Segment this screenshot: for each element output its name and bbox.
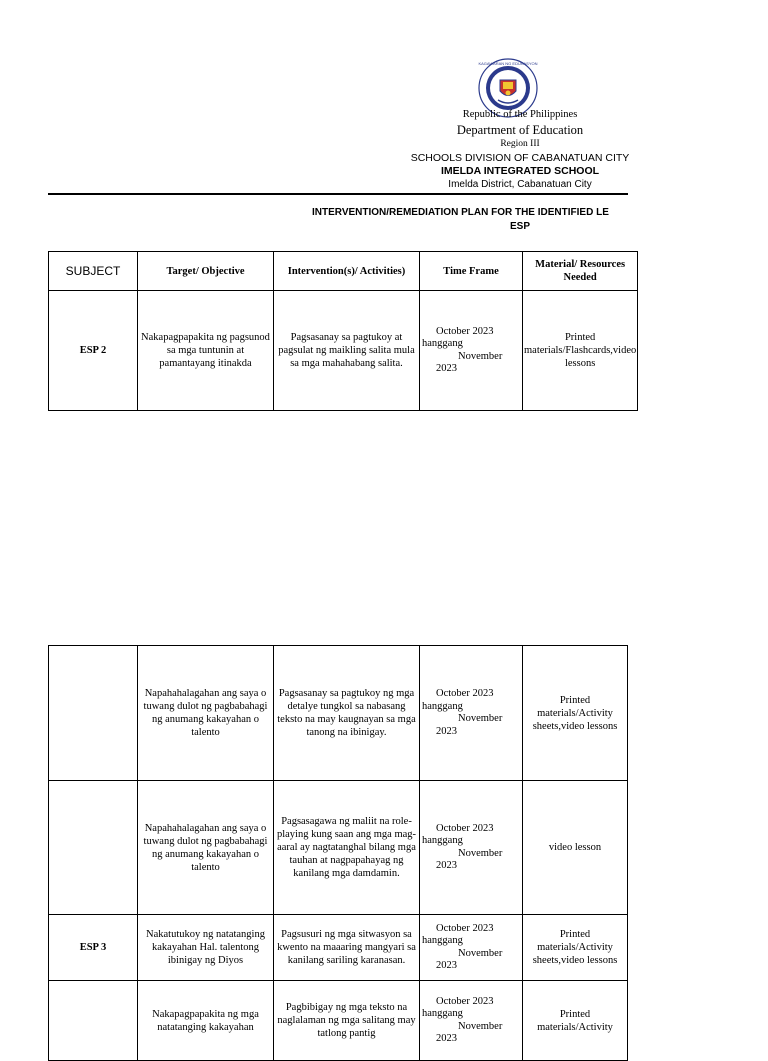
- plan-title: INTERVENTION/REMEDIATION PLAN FOR THE IDENTIFIED LE: [312, 208, 609, 218]
- row-subject: ESP 3: [49, 915, 138, 981]
- row-time-frame: October 2023 hanggang November 2023: [420, 291, 523, 411]
- row-time-frame: October 2023 hanggang November 2023: [420, 781, 523, 915]
- header-republic: Republic of the Philippines: [462, 109, 578, 120]
- row-subject: [49, 781, 138, 915]
- plan-table-2: [48, 645, 628, 1061]
- row-target: Napahahalagahan ang saya o tuwang dulot ng pagbabahagi ng anumang kakayahan o talento: [138, 781, 274, 915]
- row-materials: Printed materials/Activity: [523, 981, 628, 1061]
- col-materials: Material/ Resources Needed: [523, 252, 638, 291]
- header-school: IMELDA INTEGRATED SCHOOL: [440, 165, 600, 177]
- row-intervention: Pagsasanay sa pagtukoy at pagsulat ng maikling salita mula sa mga mahahabang salita.: [274, 291, 420, 411]
- row-materials: Printed materials/Activity sheets,video lessons: [523, 646, 628, 781]
- row-intervention: Pagsusuri ng mga sitwasyon sa kwento na maaaring mangyari sa kanilang sariling karanasan.: [274, 915, 420, 981]
- header-department: Department of Education: [456, 123, 584, 137]
- row-intervention: Pagsasanay sa pagtukoy ng mga detalye tungkol sa nabasang teksto na may kaugnayan sa mga tanong na ibinigay.: [274, 646, 420, 781]
- row-materials: video lesson: [523, 781, 628, 915]
- row-time-frame: October 2023 hanggang November 2023: [420, 915, 523, 981]
- row-target: Nakatutukoy ng natatanging kakayahan Hal. talentong ibinigay ng Diyos: [138, 915, 274, 981]
- row-target: Napahahalagahan ang saya o tuwang dulot ng pagbabahagi ng anumang kakayahan o talento: [138, 646, 274, 781]
- row-target: Nakapagpapakita ng mga natatanging kakayahan: [138, 981, 274, 1061]
- col-intervention: Intervention(s)/ Activities): [274, 252, 420, 291]
- col-subject: SUBJECT: [49, 252, 138, 291]
- col-target: Target/ Objective: [138, 252, 274, 291]
- seal-text: KAGAWARAN NG EDUKASYON: [478, 61, 538, 66]
- row-materials: Printed materials/Flashcards,video lessons: [523, 291, 638, 411]
- table-row: [49, 781, 628, 915]
- table-header-row: [49, 252, 638, 291]
- header-divider: [48, 193, 628, 195]
- table-row: [49, 981, 628, 1061]
- plan-table-1: [48, 251, 638, 411]
- row-intervention: Pagsasagawa ng maliit na role-playing kung saan ang mga mag-aaral ay nagtatanghal bilang mga tauhan at nagpapahayag ng kanilang mga damdamin.: [274, 781, 420, 915]
- table-row: [49, 291, 638, 411]
- header-address: Imelda District, Cabanatuan City: [448, 179, 592, 190]
- row-materials: Printed materials/Activity sheets,video lessons: [523, 915, 628, 981]
- plan-subject: ESP: [509, 221, 530, 232]
- col-time-frame: Time Frame: [420, 252, 523, 291]
- row-intervention: Pagbibigay ng mga teksto na naglalaman ng mga salitang may tatlong pantig: [274, 981, 420, 1061]
- header-division: SCHOOLS DIVISION OF CABANATUAN CITY: [410, 152, 630, 164]
- row-subject: [49, 981, 138, 1061]
- row-time-frame: October 2023 hanggang November 2023: [420, 981, 523, 1061]
- header-region: Region III: [500, 139, 540, 149]
- row-target: Nakapagpapakita ng pagsunod sa mga tuntunin at pamantayang itinakda: [138, 291, 274, 411]
- table-row: [49, 646, 628, 781]
- row-subject: [49, 646, 138, 781]
- table-row: [49, 915, 628, 981]
- row-time-frame: October 2023 hanggang November 2023: [420, 646, 523, 781]
- row-subject: ESP 2: [49, 291, 138, 411]
